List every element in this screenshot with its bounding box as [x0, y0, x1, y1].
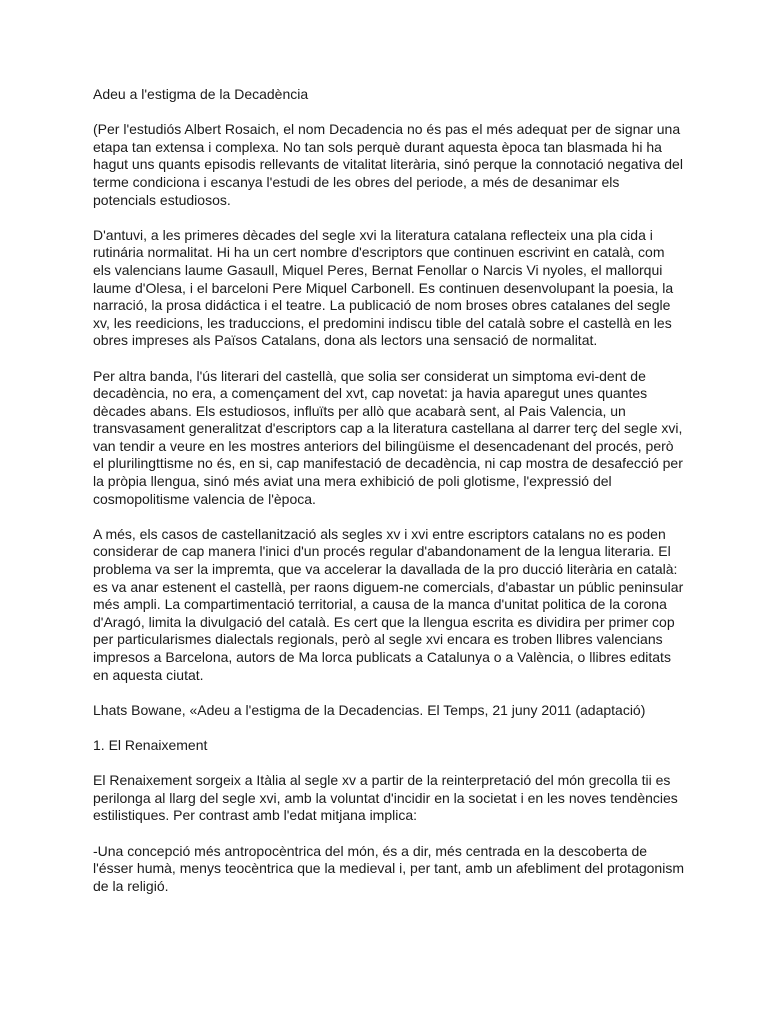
paragraph-a-mes: A més, els casos de castellanització als segles xv i xvi entre escriptors catalans no es poden considerar de cap manera l'inici d'un procés regular d'abandonament de la lengua literaria. El problema va ser la impremta, que va accelerar la davallada de la pro ducció literària en català: es va anar estenent el castellà, per raons diguem-ne comercials, d'abastar un públic peninsular més ampli. La compartimentació territorial, a causa de la manca d'unitat politica de la corona d'Aragó, limita la divulgació del català. Es cert que la llengua escrita es dividira per primer cop per particularismes dialectals regionals, però al segle xvi encara es troben llibres valencians impresos a Barcelona, autors de Ma lorca publicats a Catalunya o a València, o llibres editats en aquesta ciutat.: [93, 525, 684, 683]
paragraph-intro: (Per l'estudiós Albert Rosaich, el nom Decadencia no és pas el més adequat per de signar una etapa tan extensa i complexa. No tan sols perquè durant aquesta època tan blasmada hi ha hagut uns quants episodis rellevants de vitalitat literària, sinó perque la connotació negativa del terme condiciona i escanya l'estudi de les obres del periode, a més de desanimar els potencials estudiosos.: [93, 121, 683, 208]
document-title: Adeu a l'estigma de la Decadència: [93, 86, 309, 102]
paragraph-altra-banda: Per altra banda, l'ús literari del castellà, que solia ser considerat un simptoma evi-dent de decadència, no era, a començament del xvt, cap novetat: ja havia aparegut unes quantes dècades abans. Els estudiosos, influïts per allò que acabarà sent, al Pais Valencia, un transvasament generalitzat d'escriptors cap a la literatura castellana al darrer terç del segle xvi, van tendir a veure en les mostres anteriors del bilingüisme el desencadenant del procés, però el plurilingttisme no és, en si, cap manifestació de decadència, ni cap mostra de desafecció per la pròpia llengua, sinó més aviat una mera exhibició de poli glotisme, l'expressió del cosmopolitisme valencia de l'època.: [93, 367, 683, 507]
paragraph-antuvi: D'antuvi, a les primeres dècades del segle xvi la literatura catalana reflecteix una pla cida i rutinária normalitat. Hi ha un cert nombre d'escriptors que continuen escrivint en català, com els valencians laume Gasaull, Miquel Peres, Bernat Fenollar o Narcis Vi nyoles, el mallorqui laume d'Olesa, i el barceloni Pere Miquel Carbonell. Es continuen desenvolupant la poesia, la narració, la prosa didáctica i el teatre. La publicació de nom broses obres catalanes del segle xv, les reedicions, les traduccions, el predomini indiscu tible del català sobre el castellà en les obres impreses als Països Catalans, dona als lectors una sensació de normalitat.: [93, 226, 674, 349]
document-page: [93, 86, 685, 913]
section-heading: 1. El Renaixement: [93, 736, 208, 753]
paragraph-renaixement: El Renaixement sorgeix a Itàlia al segle xv a partir de la reinterpretació del món grecolla tii es perilonga al llarg del segle xvi, amb la voluntat d'incidir en la societat i en les noves tendències estilistiques. Per contrast amb l'edat mitjana implica:: [93, 772, 678, 824]
citation: Lhats Bowane, «Adeu a l'estigma de la Decadencias. El Temps, 21 juny 2011 (adaptació): [93, 701, 646, 718]
list-item: -Una concepció més antropocèntrica del món, és a dir, més centrada en la descoberta de l'ésser humà, menys teocèntrica que la medieval i, per tant, amb un afebliment del protagonism de la religió.: [93, 842, 684, 894]
